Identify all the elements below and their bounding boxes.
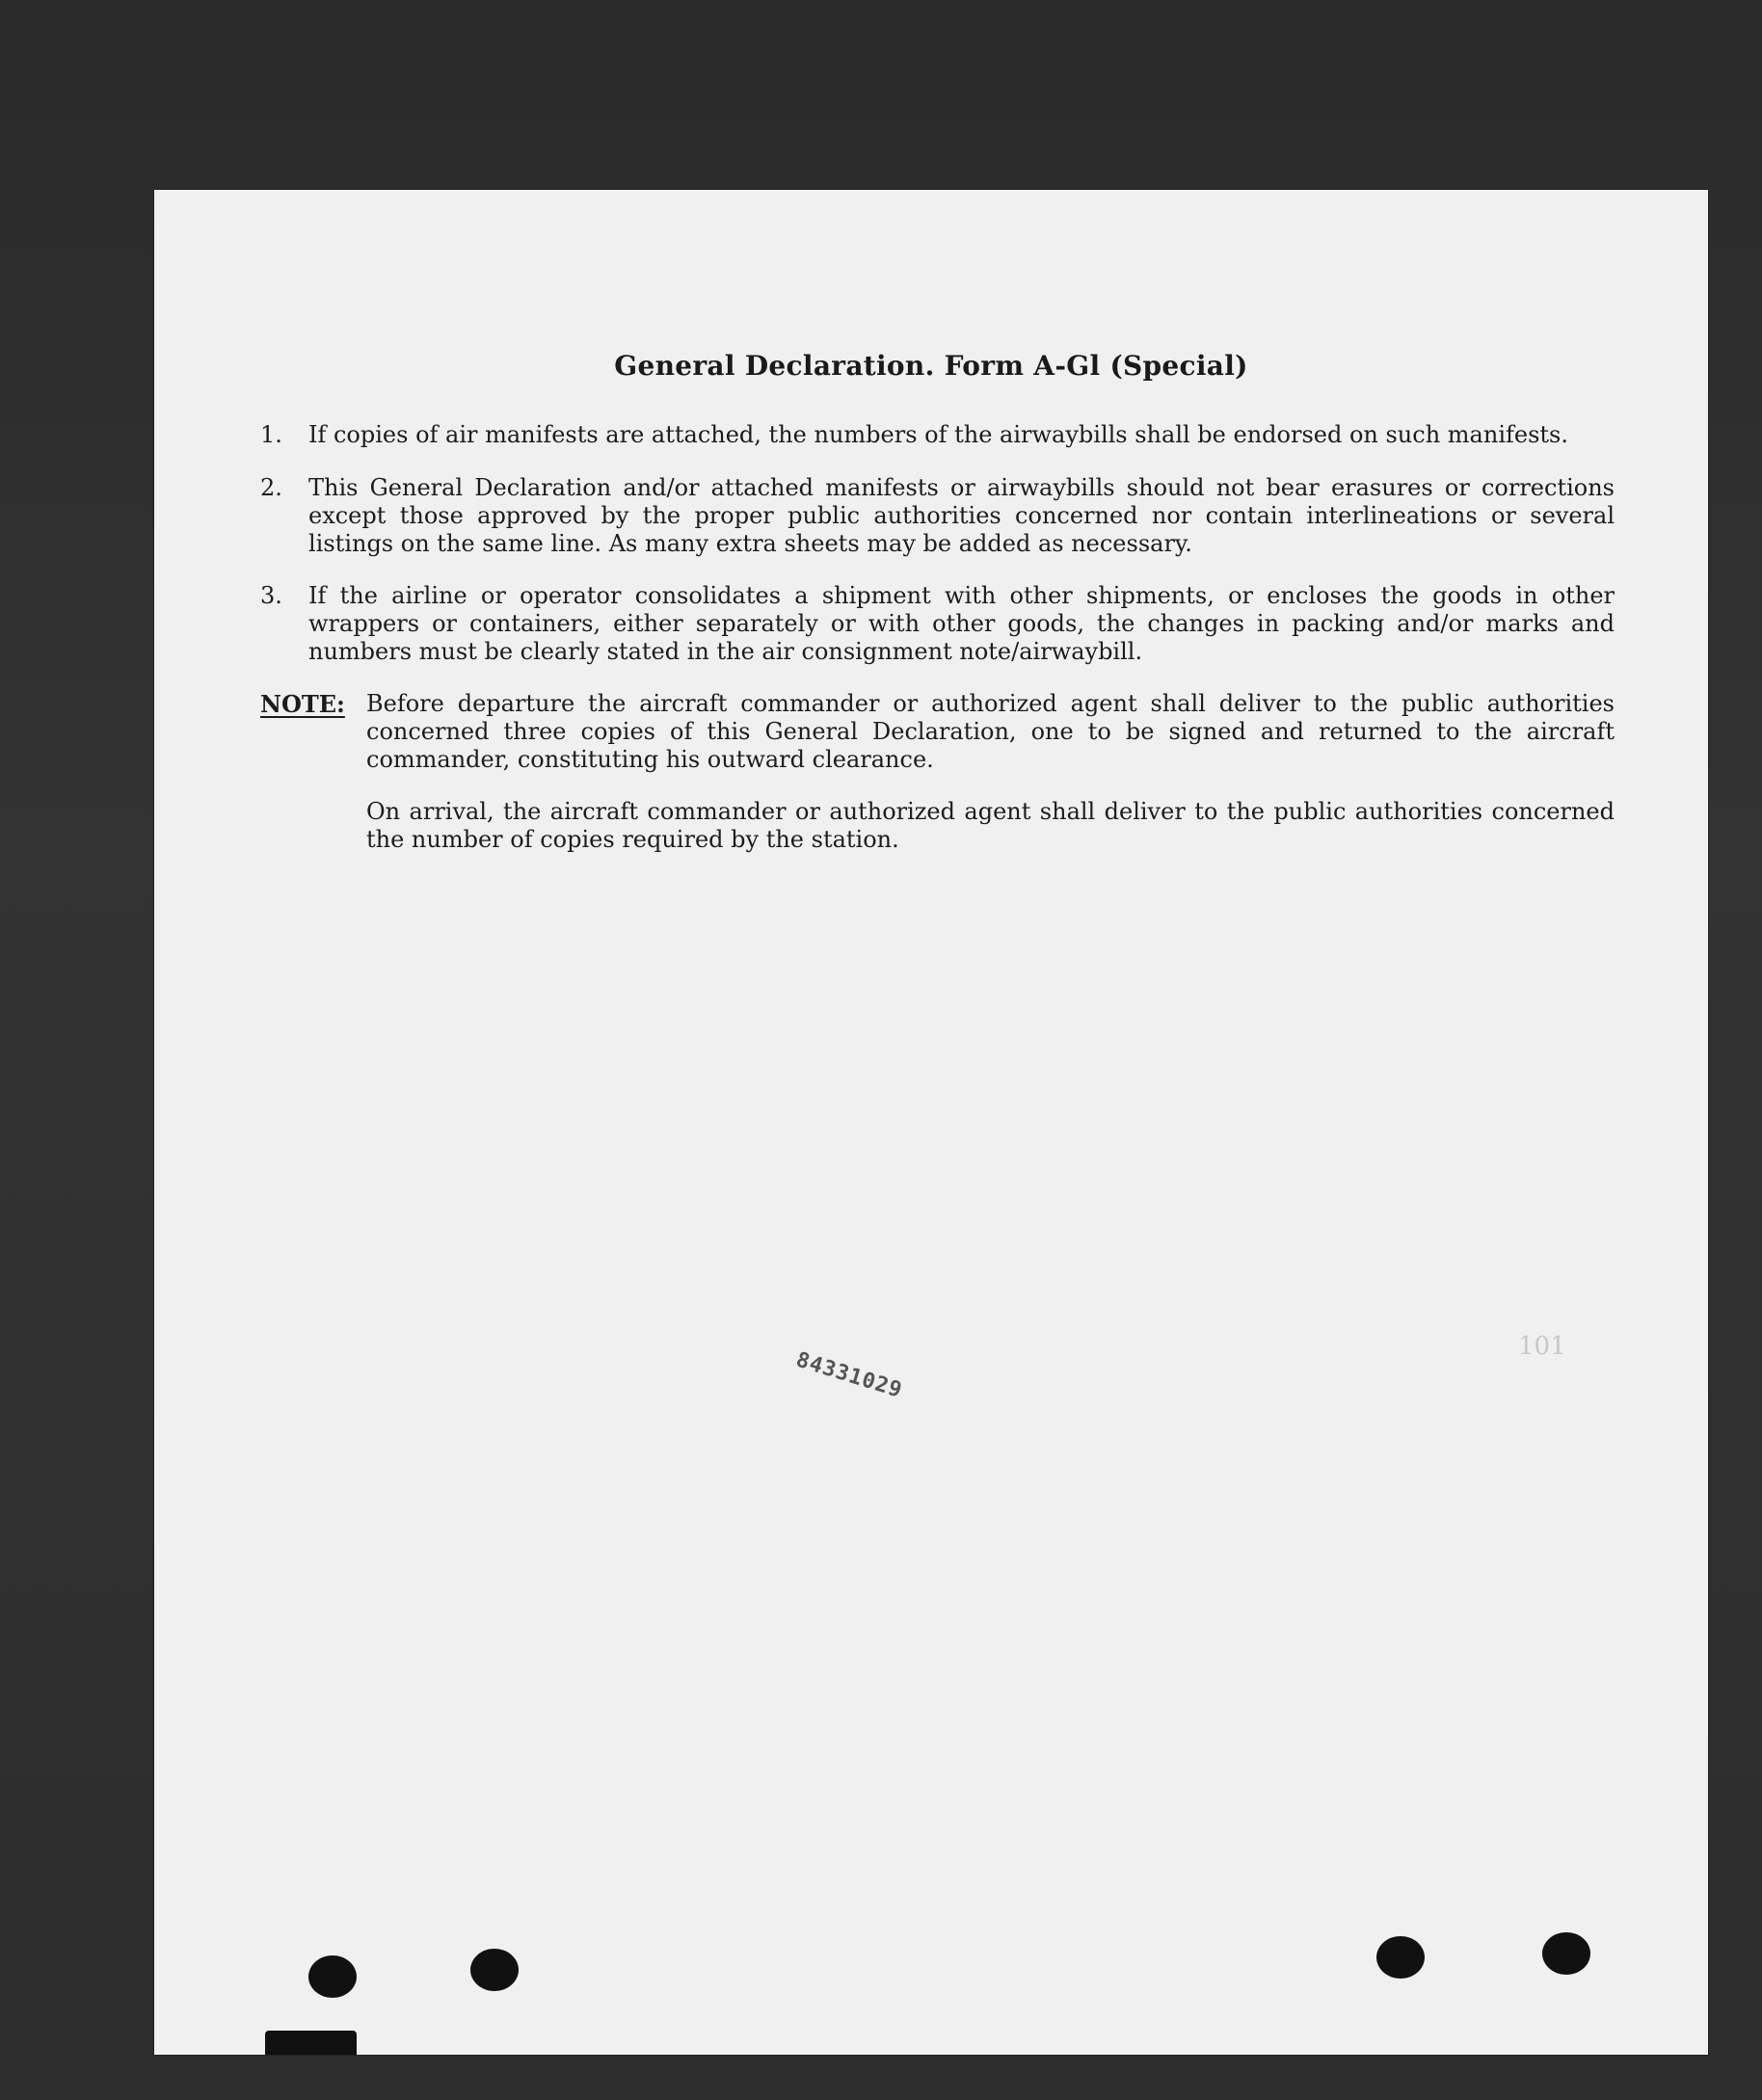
- document-page: [154, 190, 1708, 2055]
- document-title: General Declaration. Form A-Gl (Special): [614, 350, 1248, 382]
- item-number: 3.: [260, 582, 282, 609]
- item-text: If copies of air manifests are attached, the numbers of the airwaybills shall be endorsed on such manifests.: [308, 421, 1568, 448]
- item-number: 1.: [260, 421, 282, 448]
- instruction-item-3: [260, 582, 1615, 666]
- item-text: This General Declaration and/or attached manifests or airwaybills should not bear erasures or corrections except those approved by the proper public authorities concerned nor contain interlineations or several listings on the same line. As many extra sheets may be added as necessary.: [308, 474, 1615, 557]
- note-paragraph-1: Before departure the aircraft commander or authorized agent shall deliver to the public authorities concerned three copies of this General Declaration, one to be signed and returned to the aircraft commander, constituting his outward clearance.: [366, 690, 1615, 773]
- binder-tab: [265, 2031, 357, 2055]
- note-section: [260, 690, 1615, 774]
- instruction-item-2: [260, 474, 1615, 558]
- punch-hole-icon: [308, 1955, 357, 1998]
- item-text: If the airline or operator consolidates a shipment with other shipments, or encloses the goods in other wrappers or containers, either separately or with other goods, the changes in packing and/or marks and numbers must be clearly stated in the air consignment note/airwaybill.: [308, 582, 1615, 665]
- punch-hole-icon: [1376, 1936, 1425, 1979]
- instruction-item-1: [260, 421, 1615, 449]
- punch-hole-icon: [470, 1949, 519, 1991]
- item-number: 2.: [260, 474, 282, 501]
- note-paragraph-2: On arrival, the aircraft commander or authorized agent shall deliver to the public authorities concerned the number of copies required by the station.: [366, 798, 1615, 853]
- faint-page-number: 101: [1518, 1332, 1566, 1361]
- ink-stamp: 84331029: [792, 1347, 906, 1403]
- punch-hole-icon: [1542, 1932, 1590, 1975]
- note-label: NOTE:: [260, 690, 345, 718]
